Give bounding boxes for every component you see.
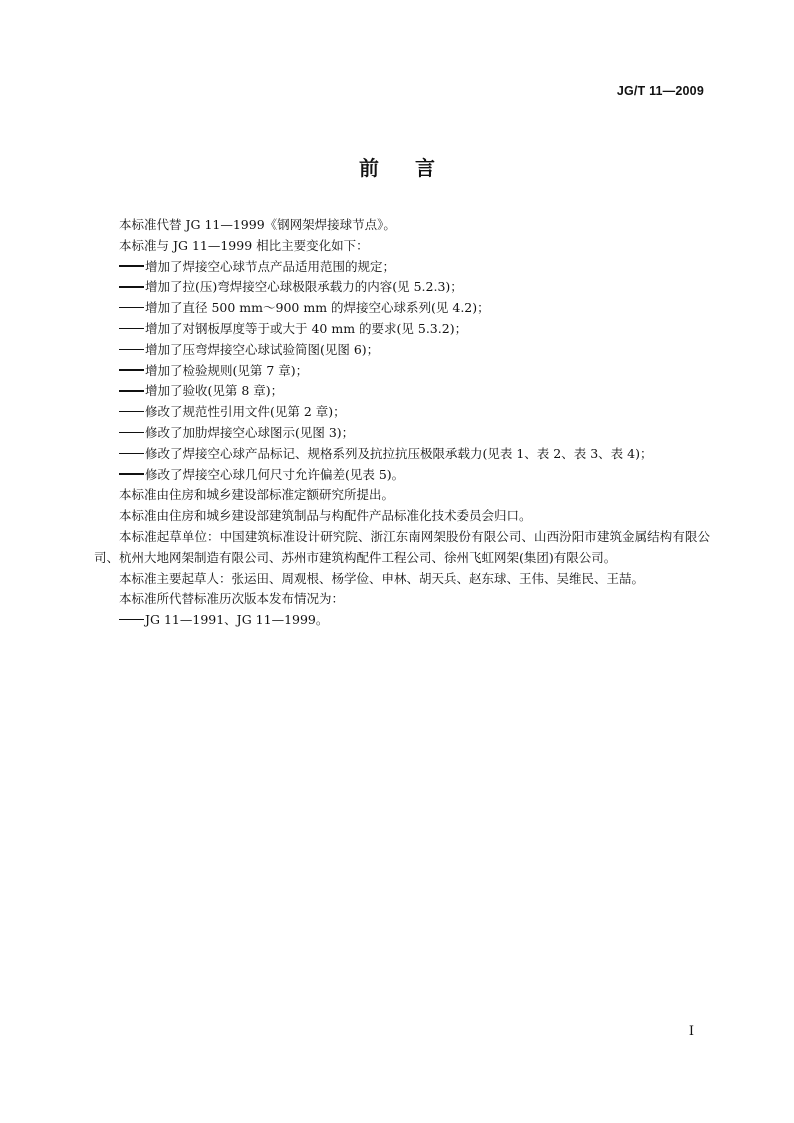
intro-paragraph: 本标准代替 JG 11—1999《钢网架焊接球节点》。 [119,217,396,232]
list-item: 增加了验收(见第 8 章)； [94,381,710,402]
document-body [94,215,710,631]
page-number: I [688,1024,694,1039]
dash-bullet-icon [119,328,144,330]
dash-bullet-icon [119,432,144,434]
dash-bullet-icon [119,349,144,351]
intro-paragraph: 本标准与 JG 11—1999 相比主要变化如下： [119,237,369,253]
dash-bullet-icon [119,369,144,371]
history-item: JG 11—1991、JG 11—1999。 [94,610,710,631]
dash-bullet-icon [119,307,144,309]
list-item: 增加了压弯焊接空心球试验简图(见图 6)； [94,340,710,361]
dash-bullet-icon [119,473,144,475]
dash-bullet-icon [119,619,144,621]
body-paragraph: 本标准由住房和城乡建设部标准定额研究所提出。 [119,487,395,503]
dash-bullet-icon [119,286,144,288]
dash-bullet-icon [119,453,144,455]
standard-code: JG/T 11—2009 [616,84,704,98]
drafters-paragraph: 本标准主要起草人：张运田、周观根、杨学俭、申林、胡天兵、赵东球、王伟、吴维民、王喆。 [119,570,645,586]
list-item: 增加了焊接空心球节点产品适用范围的规定； [94,257,710,278]
dash-bullet-icon [119,411,144,413]
page-title: 前言 [359,156,471,180]
history-intro-paragraph: 本标准所代替标准历次版本发布情况为： [119,591,345,607]
list-item: 修改了焊接空心球几何尺寸允许偏差(见表 5)。 [94,465,710,486]
dash-bullet-icon [119,265,144,267]
list-item: 增加了直径 500 mm～900 mm 的焊接空心球系列(见 4.2)； [94,298,710,319]
body-paragraph: 本标准由住房和城乡建设部建筑制品与构配件产品标准化技术委员会归口。 [119,508,532,524]
drafting-units-paragraph: 本标准起草单位：中国建筑标准设计研究院、浙江东南网架股份有限公司、山西汾阳市建筑金属结构有限公司、杭州大地网架制造有限公司、苏州市建筑构配件工程公司、徐州飞虹网架(集团)有限公司。 [94,528,710,565]
list-item: 修改了加肋焊接空心球图示(见图 3)； [94,423,710,444]
list-item: 修改了规范性引用文件(见第 2 章)； [94,402,710,423]
list-item: 增加了拉(压)弯焊接空心球极限承载力的内容(见 5.2.3)； [94,277,710,298]
list-item: 修改了焊接空心球产品标记、规格系列及抗拉抗压极限承载力(见表 1、表 2、表 3、表 4)； [94,444,710,465]
dash-bullet-icon [119,390,144,392]
list-item: 增加了检验规则(见第 7 章)； [94,361,710,382]
change-list [94,257,710,486]
list-item: 增加了对钢板厚度等于或大于 40 mm 的要求(见 5.3.2)； [94,319,710,340]
